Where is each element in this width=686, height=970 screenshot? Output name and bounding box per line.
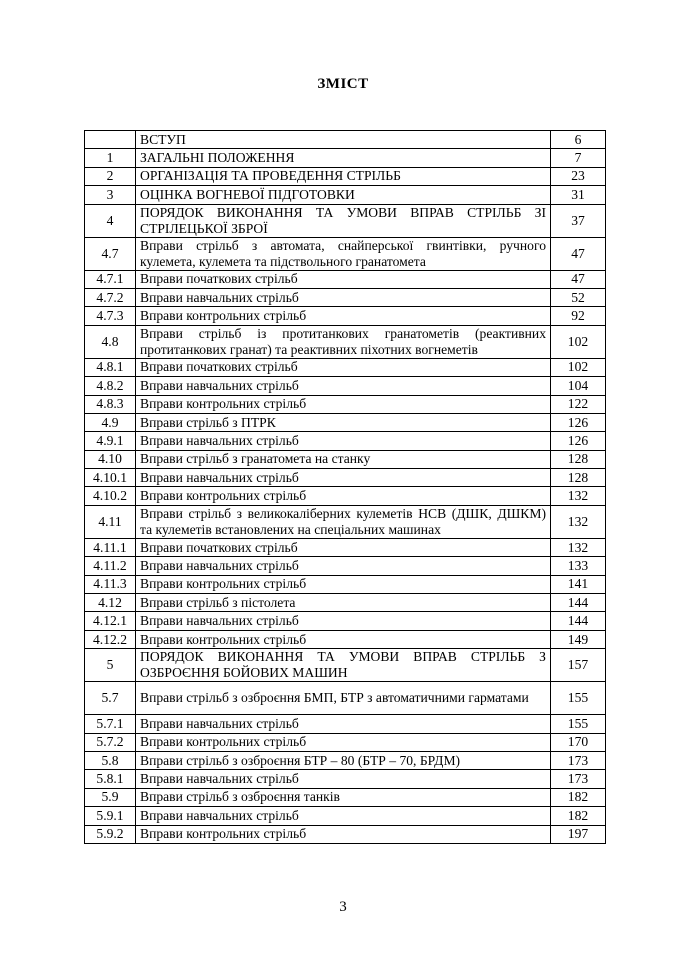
section-number: 4.11.3 (85, 575, 136, 593)
section-page: 23 (551, 167, 606, 185)
section-page: 6 (551, 131, 606, 149)
section-page: 155 (551, 715, 606, 733)
toc-row (85, 557, 606, 575)
toc-row (85, 469, 606, 487)
section-title: ЗАГАЛЬНІ ПОЛОЖЕННЯ (136, 149, 551, 167)
toc-row (85, 682, 606, 715)
section-title: Вправи стрільб із протитанкових гранатометів (реактивних протитанкових гранат) та реактивних піхотних вогнеметів (136, 325, 551, 358)
section-number: 5.8.1 (85, 770, 136, 788)
section-page: 37 (551, 204, 606, 237)
section-title: Вправи контрольних стрільб (136, 395, 551, 413)
section-number: 4.10.1 (85, 469, 136, 487)
section-title: Вправи контрольних стрільб (136, 307, 551, 325)
section-page: 52 (551, 288, 606, 306)
section-page: 132 (551, 538, 606, 556)
section-number: 4.12.2 (85, 630, 136, 648)
section-number: 5.9.2 (85, 825, 136, 843)
section-page: 7 (551, 149, 606, 167)
toc-row (85, 733, 606, 751)
section-page: 31 (551, 186, 606, 204)
section-title: Вправи стрільб з озброєння танків (136, 788, 551, 806)
section-page: 92 (551, 307, 606, 325)
section-title: Вправи стрільб з озброєння БМП, БТР з автоматичними гарматами (136, 682, 551, 715)
section-title: Вправи навчальних стрільб (136, 770, 551, 788)
section-number: 4.8.1 (85, 358, 136, 376)
page-number: 3 (339, 899, 347, 915)
toc-row (85, 715, 606, 733)
section-number: 4.11.2 (85, 557, 136, 575)
section-number: 5.7 (85, 682, 136, 715)
section-number: 5.9 (85, 788, 136, 806)
section-title: Вправи контрольних стрільб (136, 630, 551, 648)
section-number: 4.10.2 (85, 487, 136, 505)
section-page: 173 (551, 770, 606, 788)
section-page: 126 (551, 413, 606, 431)
section-page: 102 (551, 358, 606, 376)
toc-row (85, 649, 606, 682)
toc-row (85, 167, 606, 185)
section-page: 197 (551, 825, 606, 843)
section-number: 5.7.1 (85, 715, 136, 733)
toc-row (85, 377, 606, 395)
section-page: 170 (551, 733, 606, 751)
section-number: 4.11.1 (85, 538, 136, 556)
section-page: 144 (551, 612, 606, 630)
section-title: ПОРЯДОК ВИКОНАННЯ ТА УМОВИ ВПРАВ СТРІЛЬБ З ОЗБРОЄННЯ БОЙОВИХ МАШИН (136, 649, 551, 682)
section-page: 122 (551, 395, 606, 413)
section-title: Вправи навчальних стрільб (136, 807, 551, 825)
section-number: 4.11 (85, 505, 136, 538)
section-page: 173 (551, 751, 606, 769)
section-title: ОРГАНІЗАЦІЯ ТА ПРОВЕДЕННЯ СТРІЛЬБ (136, 167, 551, 185)
section-number: 4.8.3 (85, 395, 136, 413)
toc-row (85, 237, 606, 270)
toc-row (85, 825, 606, 843)
section-number: 4.9.1 (85, 432, 136, 450)
section-title: Вправи навчальних стрільб (136, 288, 551, 306)
toc-row (85, 770, 606, 788)
section-title: Вправи навчальних стрільб (136, 377, 551, 395)
section-number: 4 (85, 204, 136, 237)
table-of-contents (84, 130, 606, 844)
toc-row (85, 432, 606, 450)
toc-row (85, 751, 606, 769)
section-title: Вправи контрольних стрільб (136, 487, 551, 505)
section-title: Вправи стрільб з озброєння БТР – 80 (БТР – 70, БРДМ) (136, 751, 551, 769)
toc-row (85, 450, 606, 468)
section-number: 4.12 (85, 594, 136, 612)
toc-body (85, 131, 606, 844)
toc-row (85, 538, 606, 556)
section-title: Вправи стрільб з гранатомета на станку (136, 450, 551, 468)
section-number: 4.7.2 (85, 288, 136, 306)
section-number: 5 (85, 649, 136, 682)
toc-row (85, 788, 606, 806)
toc-row (85, 307, 606, 325)
section-title: Вправи початкових стрільб (136, 358, 551, 376)
section-title: Вправи навчальних стрільб (136, 612, 551, 630)
toc-row (85, 807, 606, 825)
section-title: Вправи контрольних стрільб (136, 733, 551, 751)
toc-row (85, 149, 606, 167)
section-number: 4.8 (85, 325, 136, 358)
toc-row (85, 505, 606, 538)
toc-row (85, 358, 606, 376)
section-number: 1 (85, 149, 136, 167)
section-number: 4.10 (85, 450, 136, 468)
section-number: 4.7.3 (85, 307, 136, 325)
section-page: 128 (551, 469, 606, 487)
section-number: 4.8.2 (85, 377, 136, 395)
section-title: Вправи навчальних стрільб (136, 557, 551, 575)
section-title: ПОРЯДОК ВИКОНАННЯ ТА УМОВИ ВПРАВ СТРІЛЬБ ЗІ СТРІЛЕЦЬКОЇ ЗБРОЇ (136, 204, 551, 237)
section-page: 47 (551, 237, 606, 270)
section-number: 3 (85, 186, 136, 204)
section-title: Вправи контрольних стрільб (136, 575, 551, 593)
section-page: 104 (551, 377, 606, 395)
section-title: Вправи стрільб з ПТРК (136, 413, 551, 431)
section-page: 155 (551, 682, 606, 715)
section-number: 2 (85, 167, 136, 185)
section-title: Вправи навчальних стрільб (136, 469, 551, 487)
section-number: 5.9.1 (85, 807, 136, 825)
section-page: 157 (551, 649, 606, 682)
section-title: Вправи стрільб з пістолета (136, 594, 551, 612)
document-title: ЗМІСТ (317, 76, 369, 92)
section-page: 182 (551, 788, 606, 806)
toc-row (85, 204, 606, 237)
toc-row (85, 487, 606, 505)
section-number: 4.12.1 (85, 612, 136, 630)
toc-row (85, 325, 606, 358)
section-title: ОЦІНКА ВОГНЕВОЇ ПІДГОТОВКИ (136, 186, 551, 204)
toc-row (85, 186, 606, 204)
section-title: ВСТУП (136, 131, 551, 149)
section-title: Вправи контрольних стрільб (136, 825, 551, 843)
section-title: Вправи початкових стрільб (136, 270, 551, 288)
section-number: 5.8 (85, 751, 136, 769)
section-title: Вправи навчальних стрільб (136, 715, 551, 733)
section-page: 132 (551, 505, 606, 538)
section-page: 141 (551, 575, 606, 593)
section-number: 5.7.2 (85, 733, 136, 751)
toc-row (85, 395, 606, 413)
section-number: 4.7 (85, 237, 136, 270)
toc-row (85, 413, 606, 431)
section-number (85, 131, 136, 149)
section-title: Вправи стрільб з великокаліберних кулеметів НСВ (ДШК, ДШКМ) та кулеметів встановлених на спеціальних машинах (136, 505, 551, 538)
toc-row (85, 630, 606, 648)
toc-row (85, 288, 606, 306)
section-number: 4.9 (85, 413, 136, 431)
section-page: 128 (551, 450, 606, 468)
toc-row (85, 575, 606, 593)
section-page: 149 (551, 630, 606, 648)
toc-row (85, 612, 606, 630)
section-page: 182 (551, 807, 606, 825)
section-number: 4.7.1 (85, 270, 136, 288)
toc-row (85, 594, 606, 612)
section-title: Вправи початкових стрільб (136, 538, 551, 556)
toc-row (85, 270, 606, 288)
section-title: Вправи стрільб з автомата, снайперської гвинтівки, ручного кулемета, кулемета та підствольного гранатомета (136, 237, 551, 270)
section-title: Вправи навчальних стрільб (136, 432, 551, 450)
section-page: 47 (551, 270, 606, 288)
section-page: 102 (551, 325, 606, 358)
section-page: 126 (551, 432, 606, 450)
section-page: 133 (551, 557, 606, 575)
section-page: 144 (551, 594, 606, 612)
section-page: 132 (551, 487, 606, 505)
toc-row (85, 131, 606, 149)
